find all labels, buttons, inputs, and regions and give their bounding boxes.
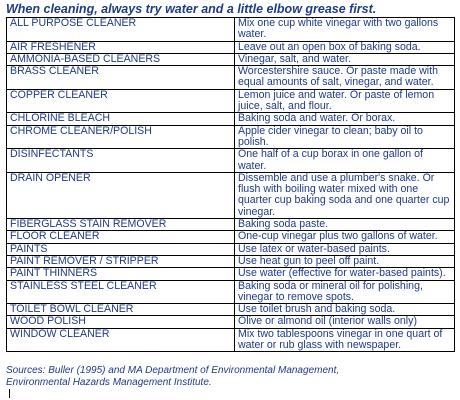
alternative-cell: Vinegar, salt, and water.: [235, 53, 455, 65]
cleaner-name-cell: TOILET BOWL CLEANER: [7, 304, 235, 316]
alternative-cell: Baking soda paste.: [235, 219, 455, 231]
sources-footnote: [6, 365, 454, 388]
table-row: [7, 53, 455, 65]
cleaner-name-cell: CHROME CLEANER/POLISH: [7, 125, 235, 149]
alternative-cell: Use water (effective for water-based paints).: [235, 268, 455, 280]
cleaner-name-cell: FLOOR CLEANER: [7, 231, 235, 243]
cleaner-name-cell: WINDOW CLEANER: [7, 328, 235, 352]
cleaner-name-cell: STAINLESS STEEL CLEANER: [7, 280, 235, 304]
table-row: [7, 89, 455, 113]
table-body: [7, 18, 455, 352]
cleaner-name-cell: ALL PURPOSE CLEANER: [7, 18, 235, 42]
cleaning-alternatives-table: [6, 17, 455, 352]
sources-line-2: Environmental Hazards Management Institute.: [6, 376, 212, 388]
cleaner-name-cell: DRAIN OPENER: [7, 172, 235, 218]
alternative-cell: Lemon juice and water. Or paste of lemon juice, salt, and flour.: [235, 89, 455, 113]
table-row: [7, 66, 455, 90]
table-row: [7, 18, 455, 42]
cleaner-name-cell: PAINT REMOVER / STRIPPER: [7, 255, 235, 267]
alternative-cell: Dissemble and use a plumber's snake. Or flush with boiling water mixed with one quarter cup baking soda and one quarter cup vinegar.: [235, 172, 455, 218]
alternative-cell: Baking soda and water. Or borax.: [235, 113, 455, 125]
alternative-cell: Mix one cup white vinegar with two gallons water.: [235, 18, 455, 42]
table-row: [7, 243, 455, 255]
document-title: When cleaning, always try water and a little elbow grease first.: [6, 2, 377, 16]
alternative-cell: Use toilet brush and baking soda.: [235, 304, 455, 316]
cleaner-name-cell: COPPER CLEANER: [7, 89, 235, 113]
table-row: [7, 280, 455, 304]
table-row: [7, 149, 455, 173]
cleaner-name-cell: AIR FRESHENER: [7, 41, 235, 53]
table-row: [7, 125, 455, 149]
table-row: [7, 255, 455, 267]
alternative-cell: Apple cider vinegar to clean; baby oil to polish.: [235, 125, 455, 149]
table-row: [7, 328, 455, 352]
alternative-cell: Baking soda or mineral oil for polishing, vinegar to remove spots.: [235, 280, 455, 304]
alternative-cell: Use heat gun to peel off paint.: [235, 255, 455, 267]
alternative-cell: Olive or almond oil (interior walls only): [235, 316, 455, 328]
alternative-cell: Leave out an open box of baking soda.: [235, 41, 455, 53]
cleaner-name-cell: WOOD POLISH: [7, 316, 235, 328]
alternative-cell: One-cup vinegar plus two gallons of water.: [235, 231, 455, 243]
cleaner-name-cell: CHLORINE BLEACH: [7, 113, 235, 125]
alternative-cell: Use latex or water-based paints.: [235, 243, 455, 255]
table-row: [7, 41, 455, 53]
table-row: [7, 219, 455, 231]
text-cursor: [9, 389, 10, 398]
alternative-cell: One half of a cup borax in one gallon of water.: [235, 149, 455, 173]
cleaner-name-cell: AMMONIA-BASED CLEANERS: [7, 53, 235, 65]
table-row: [7, 316, 455, 328]
cleaner-name-cell: BRASS CLEANER: [7, 66, 235, 90]
table-row: [7, 268, 455, 280]
cleaner-name-cell: PAINTS: [7, 243, 235, 255]
alternative-cell: Mix two tablespoons vinegar in one quart of water or rub glass with newspaper.: [235, 328, 455, 352]
cleaner-name-cell: PAINT THINNERS: [7, 268, 235, 280]
sources-line-1: Sources: Buller (1995) and MA Department of Environmental Management,: [6, 365, 340, 376]
cleaner-name-cell: DISINFECTANTS: [7, 149, 235, 173]
table-row: [7, 113, 455, 125]
table-row: [7, 231, 455, 243]
table-row: [7, 304, 455, 316]
table-row: [7, 172, 455, 218]
cleaner-name-cell: FIBERGLASS STAIN REMOVER: [7, 219, 235, 231]
alternative-cell: Worcestershire sauce. Or paste made with equal amounts of salt, vinegar, and water.: [235, 66, 455, 90]
